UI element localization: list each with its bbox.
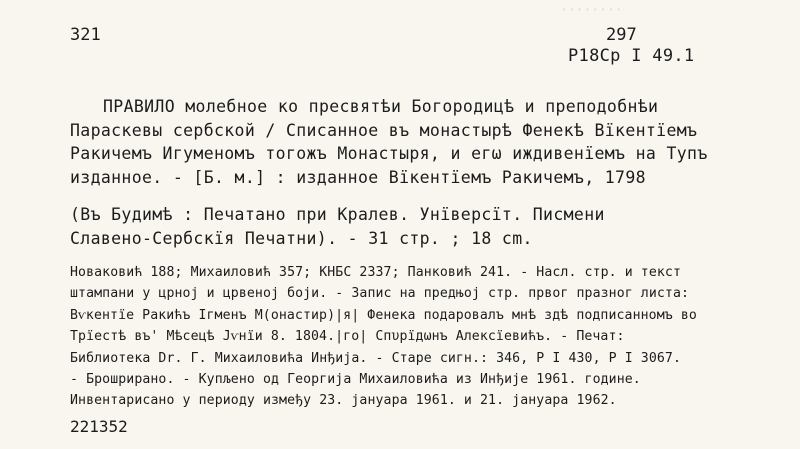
note-line: Трїестѣ въ' Мѣсецѣ Јѵнїи 8. 1804.|го| Спυрїдωнъ Алексїевићъ. - Печат: xyxy=(70,329,625,345)
note-line: Библиотека Dr. Г. Михаиловића Инђија. - Старе сигн.: 346, P I 430, P I 3067. xyxy=(70,350,682,366)
imprint-line: (Въ Будимѣ : Печатано при Кралев. Унїверсїт. Писмени xyxy=(70,205,605,224)
inventory-number: 221352 xyxy=(70,417,128,436)
card-number-left: 321 xyxy=(70,25,101,45)
shelfmark: P18Cp I 49.1 xyxy=(568,46,695,66)
title-line: ПРАВИЛО молебное ко пресвятѣи Богородицѣ и преподобнѣи xyxy=(103,97,659,116)
note-line: Новаковић 188; Михаиловић 357; КНБС 2337; Панковић 241. - Насл. стр. и текст xyxy=(70,265,682,280)
title-line: Параскевы сербской / Списанное въ монастырѣ Фенекѣ Вїкентїемъ xyxy=(70,120,698,140)
title-line: Ракичемъ Игуменомъ тогожъ Монастыря, и егω иждивенїемъ на Тупъ xyxy=(70,144,708,163)
note-line: - Брошрирано. - Купљено од Георгија Михаиловића из Инђије 1961. године. xyxy=(70,372,641,387)
card-number-right: 297 xyxy=(606,25,637,45)
note-line: штампани у црној и црвеној боји. - Запис на предњој стр. првог празног листа: xyxy=(70,286,690,302)
title-line: изданное. - [Б. м.] : изданное Вїкентїемъ Ракичемъ, 1798 xyxy=(70,167,646,187)
imprint-line: Славено-Сербскїя Печатни). - 31 стр. ; 18 cm. xyxy=(70,229,533,248)
bleed-through-text: ········ xyxy=(560,3,623,18)
note-line: Инвентарисано у периоду између 23. јануара 1961. и 21. јануара 1962. xyxy=(70,393,617,409)
note-line: Вѵкентїе Ракићъ Ігменъ М(онастир)|я| Фенека подаровалъ мнѣ здѣ подписанномъ во xyxy=(70,307,697,323)
